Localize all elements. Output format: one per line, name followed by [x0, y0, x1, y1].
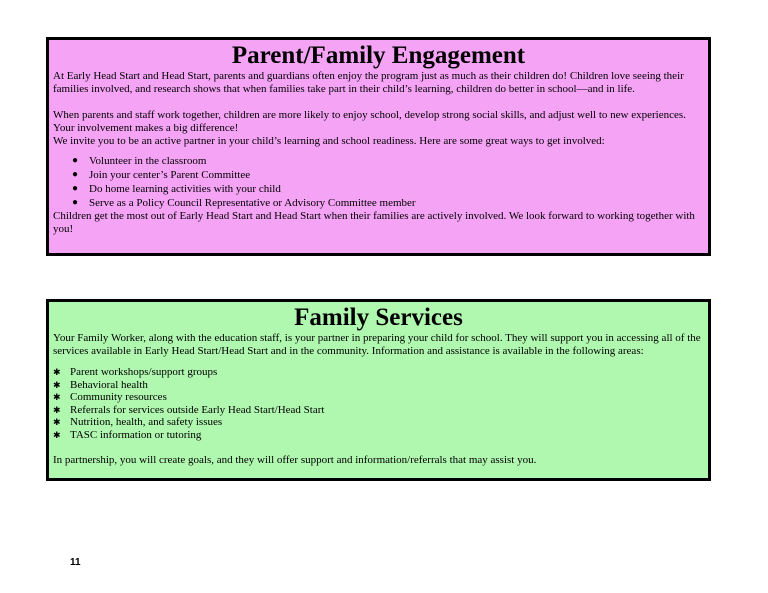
list-item: ✱ Community resources	[53, 391, 167, 403]
list-item: ✱ Referrals for services outside Early Head Start/Head Start	[53, 403, 325, 416]
engagement-paragraph-3: We invite you to be an active partner in your child’s learning and school readiness. Here are some great ways to get involved:	[53, 135, 605, 147]
list-item: ✱ Behavioral health	[53, 378, 148, 391]
asterisk-bullet-icon: ✱	[53, 417, 61, 427]
engagement-title: Parent/Family Engagement	[231, 42, 526, 69]
bullet-icon: ●	[72, 183, 79, 194]
asterisk-bullet-icon: ✱	[53, 367, 61, 377]
engagement-paragraph-1: At Early Head Start and Head Start, parents and guardians often enjoy the program just as much as their children do! Children love seeing their families involved, and research shows that when families take part in their child’s learning, children do better in school—and in life.	[53, 70, 684, 95]
list-item: ✱ TASC information or tutoring	[53, 428, 202, 441]
list-item: ● Serve as a Policy Council Representative or Advisory Committee member	[72, 197, 416, 209]
parent-family-engagement-section	[46, 37, 711, 256]
services-bullet-list	[53, 366, 704, 441]
list-item: ✱ Nutrition, health, and safety issues	[53, 416, 223, 428]
services-closing: In partnership, you will create goals, and they will offer support and information/referrals that may assist you.	[53, 454, 537, 466]
bullet-icon: ●	[72, 197, 79, 208]
asterisk-bullet-icon: ✱	[53, 379, 61, 390]
list-item: ● Do home learning activities with your child	[72, 183, 281, 195]
asterisk-bullet-icon: ✱	[53, 392, 61, 402]
services-title: Family Services	[294, 304, 463, 331]
family-services-section	[46, 299, 711, 481]
page-number: 11	[70, 557, 81, 568]
list-item: ● Join your center’s Parent Committee	[72, 169, 251, 181]
engagement-paragraph-2: When parents and staff work together, children are more likely to enjoy school, develop strong social skills, and adjust well to new experiences. Your involvement makes a big difference!	[53, 109, 686, 134]
asterisk-bullet-icon: ✱	[53, 429, 61, 440]
engagement-closing: Children get the most out of Early Head Start and Head Start when their families are actively involved. We look forward to working together with you!	[53, 210, 695, 235]
engagement-bullet-list	[53, 154, 704, 210]
list-item: ✱ Parent workshops/support groups	[53, 366, 218, 378]
asterisk-bullet-icon: ✱	[53, 404, 61, 415]
bullet-icon: ●	[72, 155, 79, 166]
services-intro: Your Family Worker, along with the education staff, is your partner in preparing your child for school. They will support you in accessing all of the services available in Early Head Start/Head Start and in the community. Information and assistance is available in the following areas:	[53, 332, 701, 357]
list-item: ● Volunteer in the classroom	[72, 155, 207, 167]
bullet-icon: ●	[72, 169, 79, 180]
